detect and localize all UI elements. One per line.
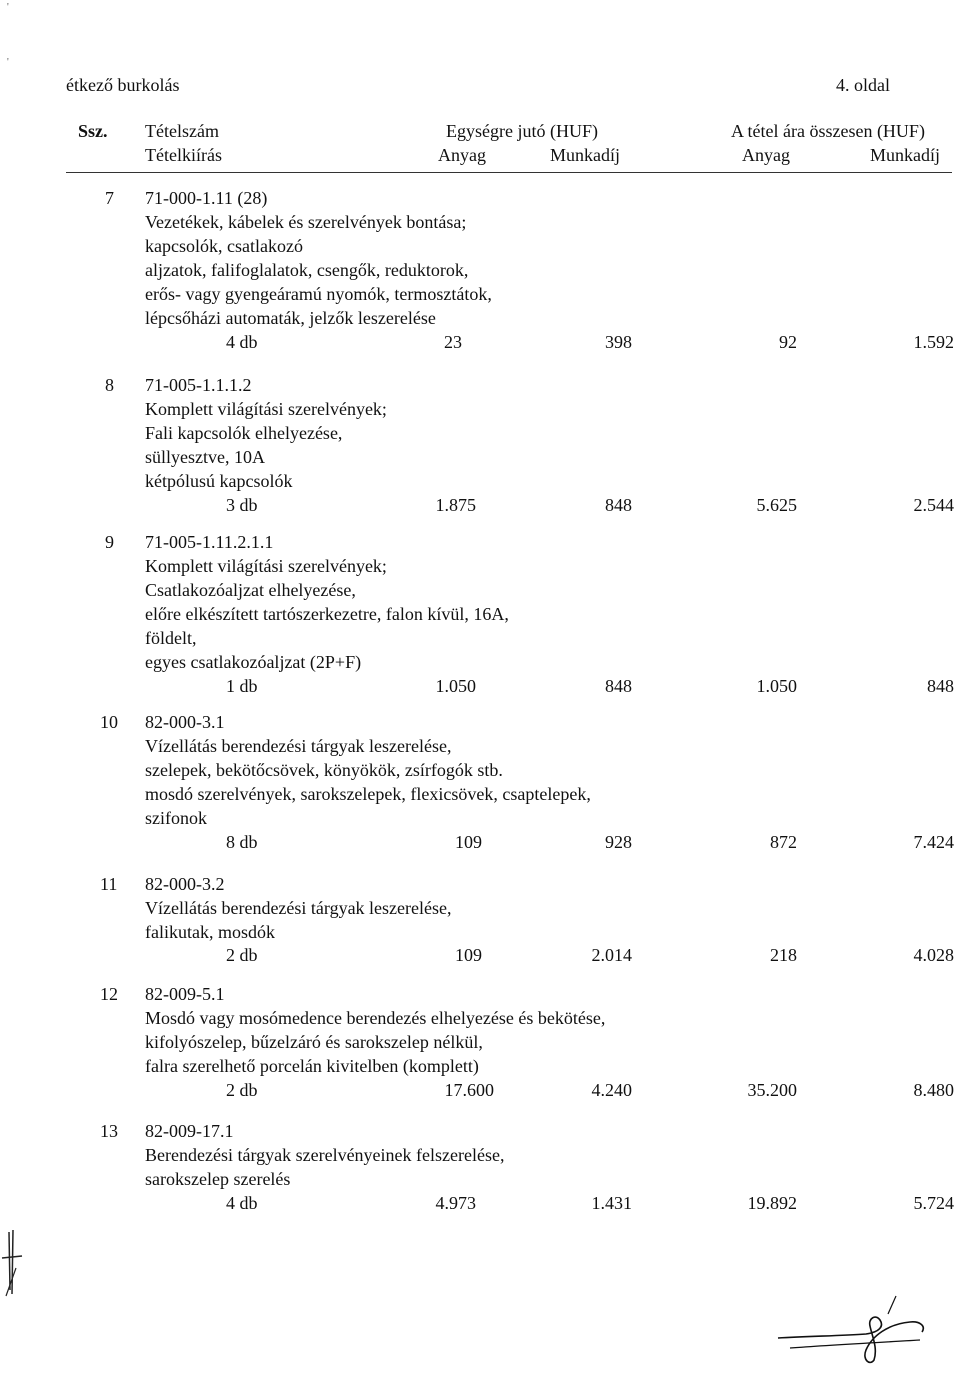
unit-labor: 928 (605, 832, 632, 852)
item-desc-line: Berendezési tárgyak szerelvényeinek felszerelése, (145, 1145, 505, 1165)
item-desc-line: egyes csatlakozóaljzat (2P+F) (145, 652, 362, 672)
item-quantity: 4 db (226, 1193, 258, 1213)
total-labor: 1.592 (913, 332, 954, 352)
item-quantity: 3 db (226, 495, 258, 515)
unit-material: 1.050 (435, 676, 476, 696)
item-desc-line: falra szerelhető porcelán kivitelben (komplett) (145, 1056, 479, 1076)
unit-material: 4.973 (435, 1193, 476, 1213)
unit-labor: 848 (605, 495, 632, 515)
page-number: 4. oldal (836, 75, 890, 95)
col-total-material: Anyag (742, 145, 790, 165)
item-desc-line: süllyesztve, 10A (145, 447, 265, 467)
item-code: 71-005-1.1.1.2 (145, 375, 252, 395)
item-desc-line: Komplett világítási szerelvények; (145, 399, 387, 419)
header-divider (66, 172, 952, 173)
total-material: 218 (770, 945, 797, 965)
col-total-group: A tétel ára összesen (HUF) (731, 121, 925, 141)
unit-labor: 2.014 (591, 945, 632, 965)
item-desc-line: erős- vagy gyengeáramú nyomók, termosztátok, (145, 284, 492, 304)
item-desc-line: szelepek, bekötőcsövek, könyökök, zsírfogók stb. (145, 760, 503, 780)
total-material: 5.625 (756, 495, 797, 515)
unit-labor: 1.431 (591, 1193, 632, 1213)
unit-labor: 4.240 (591, 1080, 632, 1100)
item-code: 82-009-17.1 (145, 1121, 234, 1141)
item-desc-line: előre elkészített tartószerkezetre, falon kívül, 16A, (145, 604, 509, 624)
margin-mark (0, 1228, 24, 1298)
item-desc-line: Fali kapcsolók elhelyezése, (145, 423, 343, 443)
item-desc-line: földelt, (145, 628, 197, 648)
item-desc-line: Mosdó vagy mosómedence berendezés elhelyezése és bekötése, (145, 1008, 606, 1028)
item-code: 71-000-1.11 (28) (145, 188, 268, 208)
item-number: 13 (100, 1121, 118, 1141)
item-desc-line: Vízellátás berendezési tárgyak leszerelése, (145, 736, 452, 756)
item-number: 11 (100, 874, 118, 894)
total-labor: 7.424 (913, 832, 954, 852)
item-desc-line: mosdó szerelvények, sarokszelepek, flexicsövek, csaptelepek, (145, 784, 591, 804)
item-desc-line: Komplett világítási szerelvények; (145, 556, 387, 576)
col-unit-labor: Munkadíj (550, 145, 620, 165)
total-material: 35.200 (747, 1080, 797, 1100)
item-number: 12 (100, 984, 118, 1004)
col-total-labor: Munkadíj (870, 145, 940, 165)
unit-material: 1.875 (435, 495, 476, 515)
unit-material: 17.600 (444, 1080, 494, 1100)
item-code: 71-005-1.11.2.1.1 (145, 532, 274, 552)
item-desc-line: aljzatok, falifoglalatok, csengők, reduktorok, (145, 260, 469, 280)
item-desc-line: szifonok (145, 808, 207, 828)
item-desc-line: sarokszelep szerelés (145, 1169, 291, 1189)
unit-labor: 848 (605, 676, 632, 696)
total-material: 19.892 (747, 1193, 797, 1213)
scan-mark: ' (7, 2, 9, 13)
unit-material: 109 (455, 945, 482, 965)
col-desc: Tételkiírás (145, 145, 222, 165)
scan-mark: ' (7, 57, 9, 68)
item-quantity: 8 db (226, 832, 258, 852)
item-number: 10 (100, 712, 118, 732)
total-labor: 8.480 (913, 1080, 954, 1100)
total-material: 92 (779, 332, 797, 352)
unit-material: 109 (455, 832, 482, 852)
signature (770, 1290, 950, 1370)
total-material: 1.050 (756, 676, 797, 696)
item-code: 82-000-3.2 (145, 874, 225, 894)
item-number: 8 (105, 375, 114, 395)
item-code: 82-000-3.1 (145, 712, 225, 732)
col-unit-group: Egységre jutó (HUF) (446, 121, 598, 141)
item-quantity: 4 db (226, 332, 258, 352)
item-quantity: 2 db (226, 945, 258, 965)
total-labor: 848 (927, 676, 954, 696)
item-desc-line: kapcsolók, csatlakozó (145, 236, 303, 256)
col-num: Ssz. (78, 121, 108, 141)
total-labor: 4.028 (913, 945, 954, 965)
col-code: Tételszám (145, 121, 219, 141)
item-number: 7 (105, 188, 114, 208)
item-desc-line: falikutak, mosdók (145, 922, 275, 942)
item-number: 9 (105, 532, 114, 552)
item-desc-line: Csatlakozóaljzat elhelyezése, (145, 580, 356, 600)
unit-labor: 398 (605, 332, 632, 352)
item-quantity: 2 db (226, 1080, 258, 1100)
total-material: 872 (770, 832, 797, 852)
document-title: étkező burkolás (66, 75, 180, 95)
unit-material: 23 (444, 332, 462, 352)
item-desc-line: Vezetékek, kábelek és szerelvények bontása; (145, 212, 467, 232)
item-desc-line: lépcsőházi automaták, jelzők leszerelése (145, 308, 436, 328)
col-unit-material: Anyag (438, 145, 486, 165)
total-labor: 5.724 (913, 1193, 954, 1213)
item-code: 82-009-5.1 (145, 984, 225, 1004)
item-quantity: 1 db (226, 676, 258, 696)
item-desc-line: kifolyószelep, bűzelzáró és sarokszelep nélkül, (145, 1032, 483, 1052)
item-desc-line: kétpólusú kapcsolók (145, 471, 293, 491)
item-desc-line: Vízellátás berendezési tárgyak leszerelése, (145, 898, 452, 918)
total-labor: 2.544 (913, 495, 954, 515)
